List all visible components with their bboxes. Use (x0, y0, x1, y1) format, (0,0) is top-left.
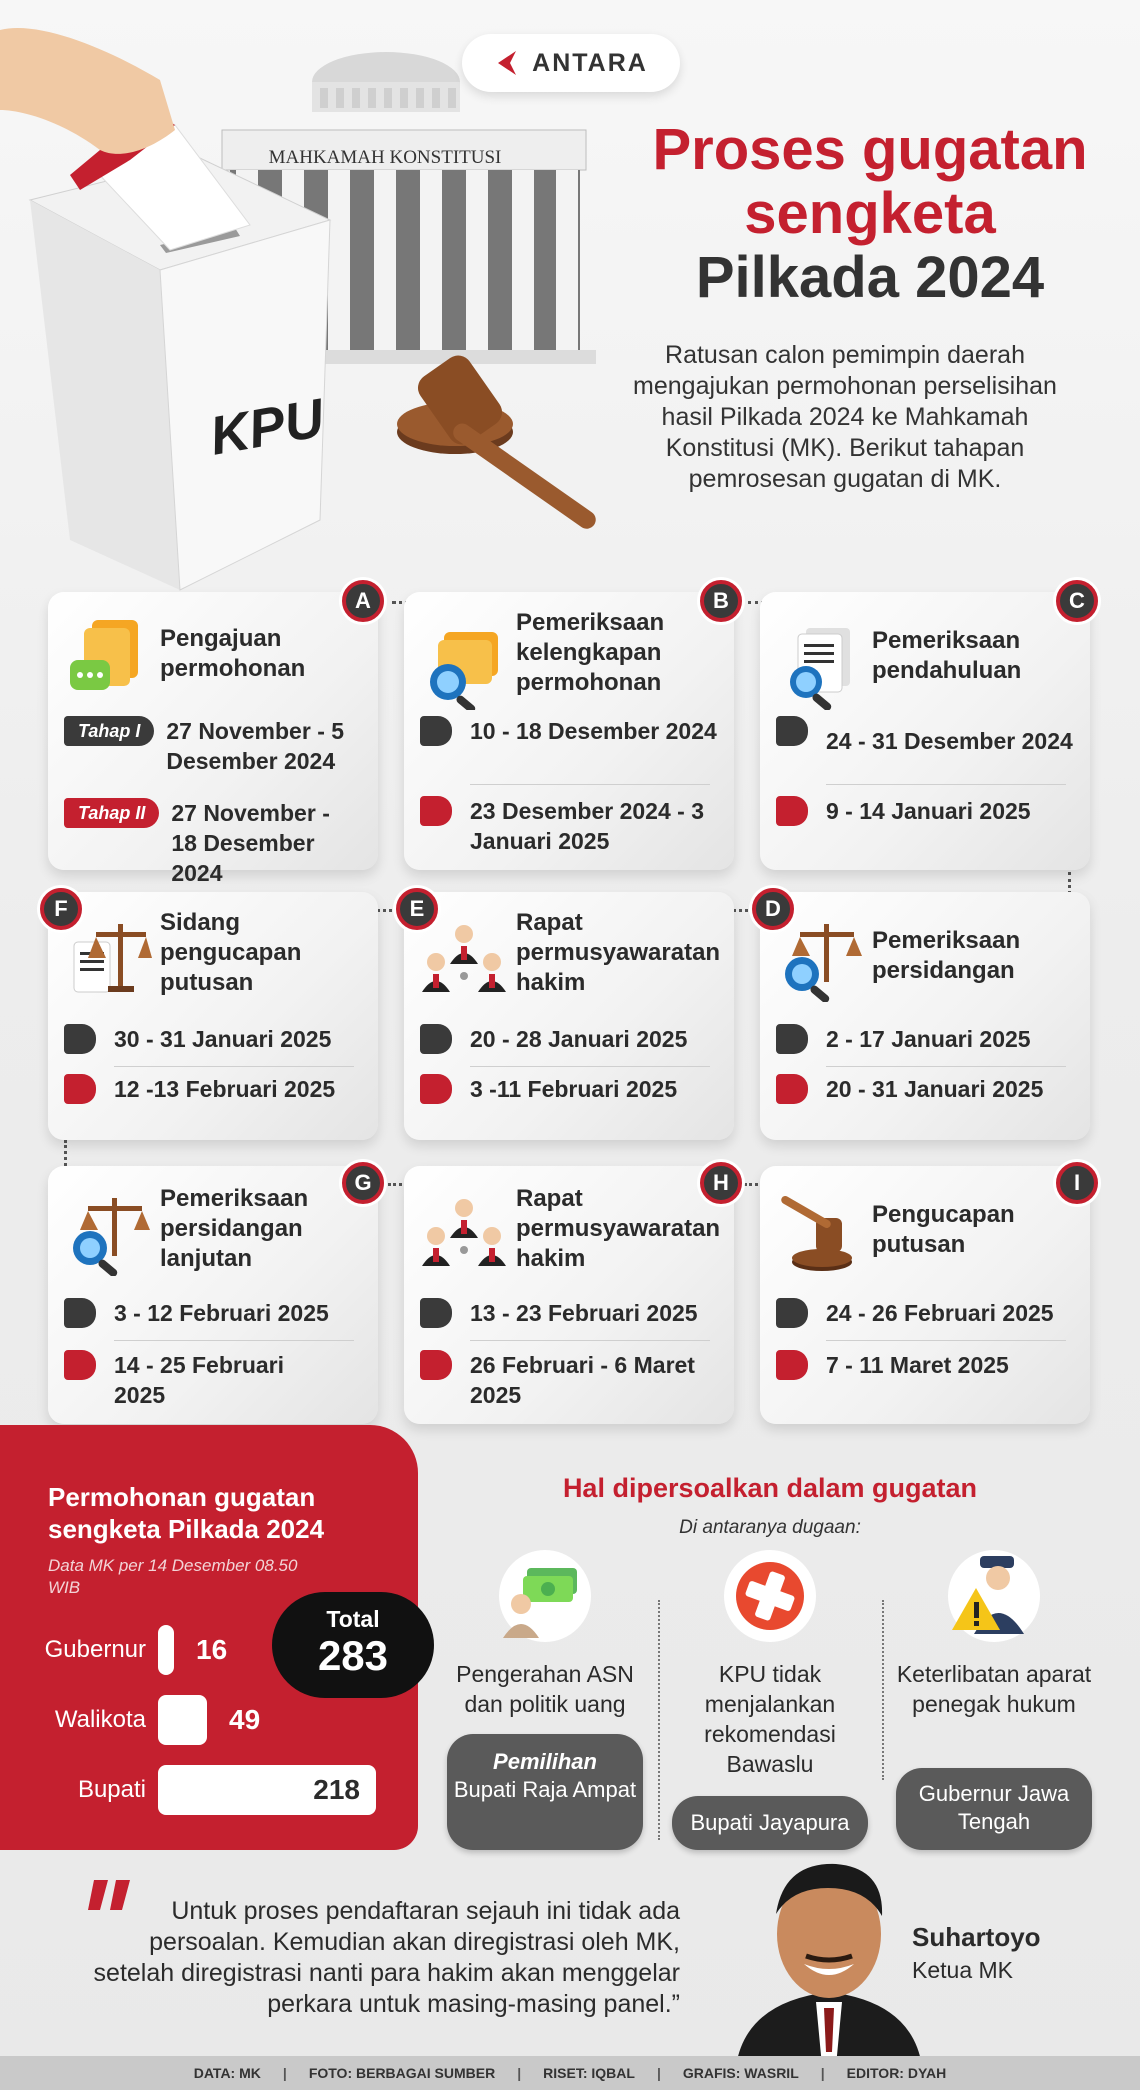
step-badge-b: B (700, 580, 742, 622)
divider (470, 784, 710, 785)
period-flag (776, 1350, 808, 1380)
stats-row-label: Gubernur (44, 1636, 146, 1663)
issue-text: KPU tidak menjalankan rekomendasi Bawaslu (704, 1661, 836, 1777)
speaker-portrait (726, 1852, 932, 2066)
step-row (776, 1350, 1076, 1380)
issue-item (665, 1548, 875, 1779)
logo-text: ANTARA (532, 48, 648, 77)
step-date: 3 -11 Februari 2025 (470, 1076, 678, 1102)
credit-item: GRAFIS: WASRIL (682, 2065, 799, 2081)
step-row (64, 1298, 364, 1328)
gavel-illustration (397, 350, 599, 532)
credit-item: DATA: MK (193, 2065, 261, 2081)
credit-separator: | (820, 2065, 825, 2081)
step-card-e (404, 892, 734, 1140)
step-date: 24 - 26 Februari 2025 (826, 1300, 1054, 1326)
period-flag (64, 1298, 96, 1328)
step-title: Rapat permusyawaratan hakim (516, 1185, 721, 1272)
period-flag (64, 1074, 96, 1104)
step-row (64, 716, 364, 776)
period-flag (776, 796, 808, 826)
credits-footer (0, 2056, 1140, 2090)
step-title: Pengajuan permohonan (160, 625, 306, 682)
quote-text: Untuk proses pendaftaran sejauh ini tidak ada persoalan. Kemudian akan diregistrasi oleh MK, setelah diregistrasi nanti para hakim akan menggelar perkara untuk masing-masing panel.” (93, 1897, 680, 2018)
step-card-g (48, 1166, 378, 1424)
step-badge-c: C (1056, 580, 1098, 622)
step-row (776, 1074, 1076, 1104)
step-badge-h: H (700, 1162, 742, 1204)
total-label: Total (326, 1606, 380, 1632)
step-row (64, 1024, 364, 1054)
ballot-box-illustration (0, 28, 330, 590)
step-row (64, 1074, 364, 1104)
stats-bar (158, 1765, 376, 1815)
step-title: Pengucapan putusan (872, 1201, 1015, 1258)
step-date: 14 - 25 Februari 2025 (114, 1352, 285, 1408)
step-title: Pemeriksaan pendahuluan (872, 627, 1022, 684)
issues-subtitle: Di antaranya dugaan: (679, 1517, 861, 1538)
divider (826, 1066, 1066, 1067)
issue-case-prefix: Pemilihan (493, 1749, 597, 1774)
step-date: 27 November - 5 Desember 2024 (166, 718, 345, 774)
scales-magnifier-icon (64, 1188, 152, 1276)
credit-item: EDITOR: DYAH (846, 2065, 947, 2081)
step-date: 13 - 23 Februari 2025 (470, 1300, 698, 1326)
step-date: 3 - 12 Februari 2025 (114, 1300, 329, 1326)
period-flag (420, 716, 452, 746)
step-card-h (404, 1166, 734, 1424)
document-magnifier-icon (776, 622, 864, 710)
divider (470, 1066, 710, 1067)
step-title: Sidang pengucapan putusan (160, 909, 302, 996)
step-date: 20 - 31 Januari 2025 (826, 1076, 1044, 1102)
issue-item (440, 1548, 650, 1719)
divider (470, 1340, 710, 1341)
tahap-tag: Tahap II (64, 798, 159, 828)
issue-text: Pengerahan ASN dan politik uang (456, 1661, 634, 1717)
step-date: 26 Februari - 6 Maret 2025 (470, 1352, 695, 1408)
period-flag (776, 1074, 808, 1104)
credit-separator: | (656, 2065, 661, 2081)
step-card-f (48, 892, 378, 1140)
step-date: 30 - 31 Januari 2025 (114, 1026, 332, 1052)
stats-row-bupati (0, 1765, 376, 1815)
intro-text: Ratusan calon pemimpin daerah mengajukan permohonan perselisihan hasil Pilkada 2024 ke Mahkamah Konstitusi (MK). Berikut tahapan pemrosesan gugatan di MK. (633, 341, 1057, 493)
period-flag (64, 1350, 96, 1380)
step-badge-d: D (752, 888, 794, 930)
issue-text: Keterlibatan aparat penegak hukum (896, 1661, 1092, 1717)
stats-bar (158, 1625, 174, 1675)
stats-row-value: 16 (196, 1634, 228, 1665)
step-card-i (760, 1166, 1090, 1424)
stats-row-gubernur (0, 1625, 227, 1675)
step-card-c (760, 592, 1090, 870)
title-line-3: Pilkada 2024 (695, 245, 1045, 310)
issue-item (889, 1548, 1099, 1719)
scales-document-icon (64, 912, 152, 1000)
period-flag (420, 796, 452, 826)
step-date: 10 - 18 Desember 2024 (470, 718, 717, 744)
speaker-info (912, 1922, 1041, 1984)
stats-row-label: Bupati (77, 1776, 146, 1803)
title-line-2: sengketa (744, 181, 996, 246)
stats-note: Data MK per 14 Desember 08.50 WIB (48, 1556, 298, 1597)
credit-separator: | (282, 2065, 287, 2081)
period-flag (776, 1024, 808, 1054)
step-badge-i: I (1056, 1162, 1098, 1204)
step-row (64, 798, 364, 888)
step-title: Pemeriksaan persidangan (872, 927, 1021, 984)
speaker-role: Ketua MK (912, 1957, 1013, 1983)
step-date: 24 - 31 Desember 2024 (826, 728, 1073, 754)
period-flag (420, 1074, 452, 1104)
stats-row-label: Walikota (54, 1706, 146, 1733)
judges-meeting-icon (420, 1188, 508, 1276)
title-line-1: Proses gugatan (652, 117, 1088, 182)
step-badge-e: E (396, 888, 438, 930)
step-row (420, 796, 720, 856)
total-badge (272, 1592, 434, 1698)
stats-bar (158, 1695, 207, 1745)
step-row (420, 1350, 720, 1410)
issue-case-text: Gubernur Jawa Tengah (918, 1781, 1070, 1834)
credit-item: RISET: IQBAL (543, 2065, 635, 2081)
step-date: 9 - 14 Januari 2025 (826, 798, 1031, 824)
step-title: Pemeriksaan kelengkapan permohonan (516, 609, 665, 696)
tahap-tag: Tahap I (64, 716, 154, 746)
stats-row-walikota (0, 1695, 260, 1745)
speaker-name: Suhartoyo (912, 1922, 1041, 1952)
divider (114, 1066, 354, 1067)
step-badge-a: A (342, 580, 384, 622)
issue-case-text: Bupati Jayapura (690, 1810, 850, 1835)
step-date: 27 November - 18 Desember 2024 (171, 800, 330, 886)
ballot-box-label: KPU (205, 387, 329, 467)
documents-chat-icon (64, 614, 152, 702)
divider (826, 1340, 1066, 1341)
period-flag (420, 1024, 452, 1054)
first-aid-cross-icon (722, 1548, 818, 1644)
step-card-d (760, 892, 1090, 1140)
folder-magnifier-icon (420, 622, 508, 710)
step-row (776, 796, 1076, 826)
step-date: 7 - 11 Maret 2025 (826, 1352, 1009, 1378)
issue-case-pill (896, 1768, 1092, 1850)
step-row (420, 1298, 720, 1328)
judges-meeting-icon (420, 914, 508, 1002)
page-title (640, 118, 1100, 310)
divider (826, 784, 1066, 785)
step-date: 2 - 17 Januari 2025 (826, 1026, 1031, 1052)
building-sign-text: MAHKAMAH KONSTITUSI (268, 147, 502, 168)
period-flag (420, 1298, 452, 1328)
total-value: 283 (317, 1632, 389, 1679)
issue-case-text: Bupati Raja Ampat (453, 1777, 637, 1802)
step-row (420, 1024, 720, 1054)
step-date: 23 Desember 2024 - 3 Januari 2025 (470, 798, 704, 854)
issue-divider (658, 1600, 660, 1840)
period-flag (64, 1024, 96, 1054)
period-flag (420, 1350, 452, 1380)
period-flag (776, 1298, 808, 1328)
step-date: 20 - 28 Januari 2025 (470, 1026, 688, 1052)
step-title: Rapat permusyawaratan hakim (516, 909, 721, 996)
step-title: Pemeriksaan persidangan lanjutan (160, 1185, 309, 1272)
issue-divider (882, 1600, 884, 1780)
step-card-a (48, 592, 378, 886)
stats-title: Permohonan gugatan sengketa Pilkada 2024 (48, 1482, 325, 1544)
antara-logo (462, 34, 680, 92)
step-row (776, 1298, 1076, 1328)
divider (114, 1340, 354, 1341)
step-row (420, 1074, 720, 1104)
antara-logo-icon (494, 48, 524, 78)
step-row (776, 1024, 1076, 1054)
step-date: 12 -13 Februari 2025 (114, 1076, 336, 1102)
credit-separator: | (517, 2065, 522, 2081)
police-warning-icon (946, 1548, 1042, 1644)
stats-row-value: 49 (229, 1704, 261, 1735)
step-badge-f: F (40, 888, 82, 930)
step-row (420, 716, 720, 746)
issue-case-pill (672, 1796, 868, 1850)
scales-magnifier-icon (776, 914, 864, 1002)
step-row (64, 1350, 364, 1410)
issues-title: Hal dipersoalkan dalam gugatan (562, 1473, 978, 1503)
period-flag (776, 716, 808, 746)
step-badge-g: G (342, 1162, 384, 1204)
stats-row-value: 218 (313, 1774, 360, 1805)
credit-item: FOTO: BERBAGAI SUMBER (308, 2065, 496, 2081)
gavel-icon (776, 1188, 864, 1276)
step-card-b (404, 592, 734, 870)
step-row (776, 716, 1076, 756)
money-person-icon (497, 1548, 593, 1644)
issue-case-pill (447, 1734, 643, 1850)
